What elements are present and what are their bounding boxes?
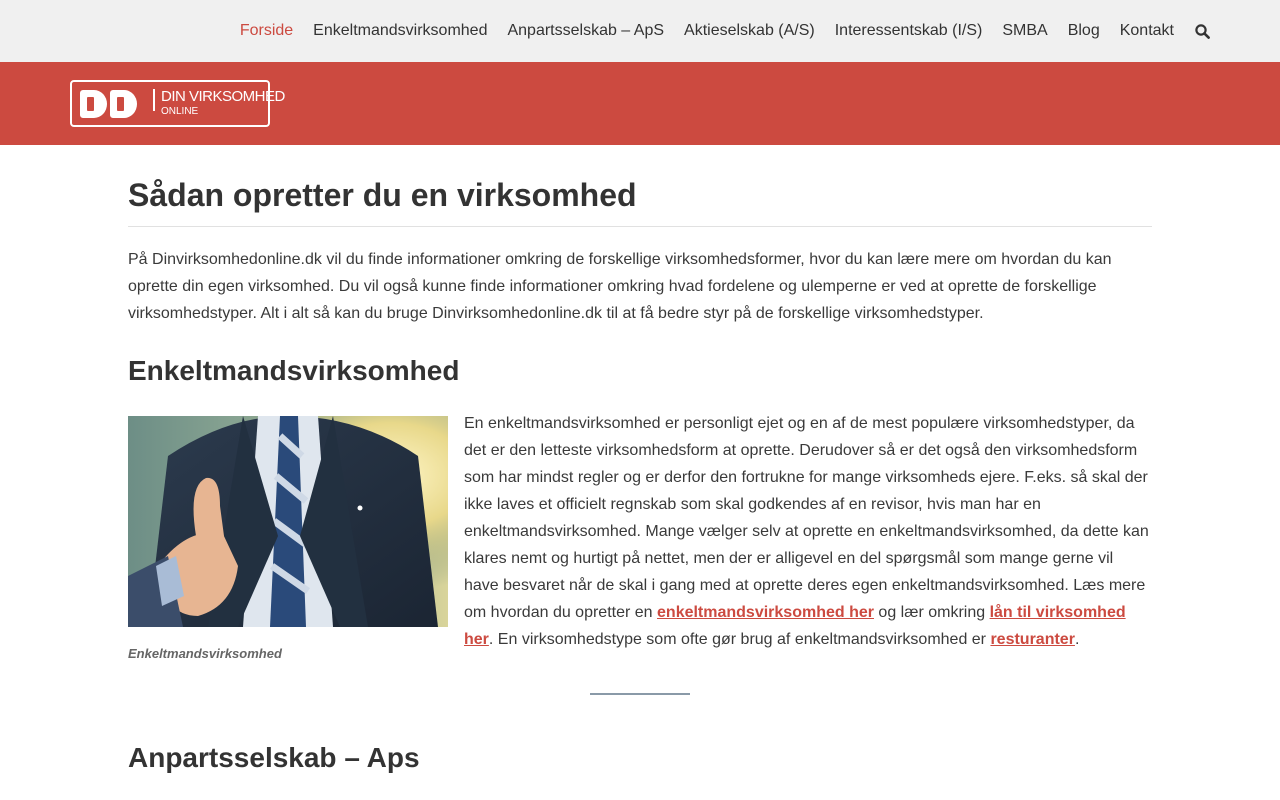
link-enkeltmandsvirksomhed[interactable]: enkeltmandsvirksomhed her bbox=[657, 604, 874, 621]
search-icon[interactable] bbox=[1194, 23, 1210, 39]
link-resturanter[interactable]: resturanter bbox=[990, 631, 1075, 648]
paragraph-text-4: . bbox=[1074, 631, 1080, 648]
title-divider bbox=[128, 226, 1152, 227]
businessman-thumbs-up-image bbox=[128, 416, 448, 627]
nav-item-smba[interactable]: SMBA bbox=[1002, 22, 1048, 39]
nav-item-blog[interactable]: Blog bbox=[1067, 22, 1100, 39]
site-header bbox=[0, 62, 1280, 145]
nav-item-aktieselskab[interactable]: Aktieselskab (A/S) bbox=[684, 22, 815, 39]
paragraph-text-2: og lær omkring bbox=[873, 604, 990, 621]
paragraph-text-1: En enkeltmandsvirksomhed er personligt ejet og en af de mest populære virksomhedstyper, da det er den letteste virksomhedsform at oprette. Derudover så er det også den virksomhedsform som har mindst regler og er derfor den fortrukne for mange virksomheds ejere. F.eks. så skal der ikke laves et officielt regnskab som skal godkendes af en revisor, hvis man har en enkeltmandsvirksomhed. Mange vælger selv at oprette en enkeltmandsvirksomhed, da dette kan klares nemt og hurtigt på nettet, men der er alligevel en del spørgsmål som mange gerne vil have besvaret når de skal i gang med at oprette deres egen enkeltmandsvirksomhed. Læs mere om hvordan du opretter en bbox=[464, 415, 1149, 621]
section-paragraph bbox=[464, 410, 1152, 653]
intro-paragraph: På Dinvirksomhedonline.dk vil du finde informationer omkring de forskellige virksomhedsformer, hvor du kan lære mere om hvordan du kan oprette din egen virksomhed. Du vil også kunne finde informationer omkring hvad fordelene og ulemperne er ved at oprette de forskellige virksomhedstyper. Alt i alt så kan du bruge Dinvirksomhedonline.dk til at få bedre styr på de forskellige virksomhedstyper. bbox=[128, 251, 1112, 322]
figure-caption: Enkeltmandsvirksomhed bbox=[128, 646, 282, 661]
top-bar bbox=[0, 0, 1280, 62]
logo-mark-icon bbox=[80, 90, 144, 118]
nav-item-forside[interactable]: Forside bbox=[239, 22, 294, 39]
section-heading-anpartsselskab: Anpartsselskab – Aps bbox=[128, 742, 420, 773]
paragraph-text-3: . En virksomhedstype som ofte gør brug af enkeltmandsvirksomhed er bbox=[488, 631, 991, 648]
nav-item-kontakt[interactable]: Kontakt bbox=[1119, 22, 1174, 39]
nav-item-interessentskab[interactable]: Interessentskab (I/S) bbox=[834, 22, 983, 39]
main-navigation bbox=[220, 0, 1210, 62]
nav-item-enkeltmandsvirksomhed[interactable]: Enkeltmandsvirksomhed bbox=[313, 22, 488, 39]
section-figure bbox=[128, 416, 448, 661]
logo-title: DIN VIRKSOMHED bbox=[161, 88, 285, 105]
site-logo[interactable] bbox=[70, 80, 285, 127]
page-title: Sådan opretter du en virksomhed bbox=[128, 177, 637, 213]
section-heading-enkeltmandsvirksomhed: Enkeltmandsvirksomhed bbox=[128, 355, 460, 386]
nav-item-anpartsselskab[interactable]: Anpartsselskab – ApS bbox=[507, 22, 665, 39]
logo-divider bbox=[153, 89, 155, 111]
logo-subtitle: ONLINE bbox=[161, 106, 199, 117]
section-divider bbox=[590, 693, 690, 695]
link-laan-til-virksomhed[interactable]: lån til virksomhed her bbox=[464, 604, 1126, 648]
